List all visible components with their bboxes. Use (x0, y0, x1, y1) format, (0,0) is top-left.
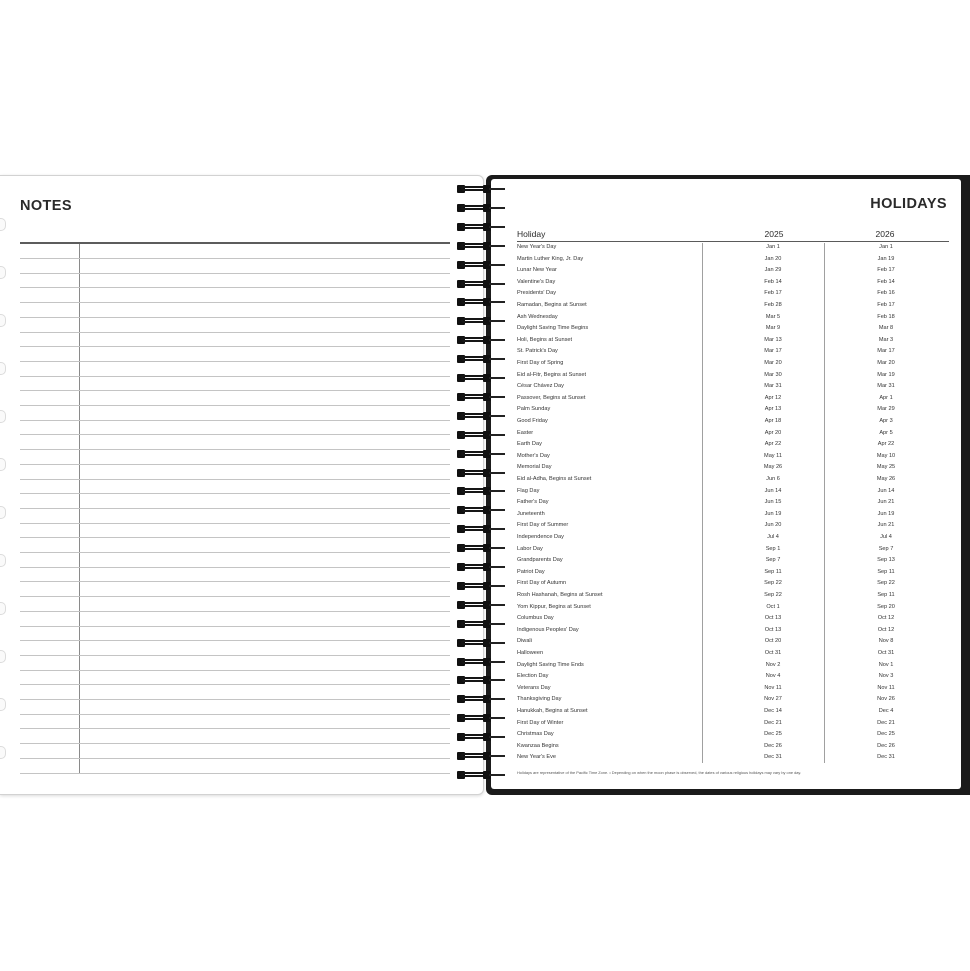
holiday-name: Veterans Day (517, 684, 551, 691)
date-2025: Dec 14 (764, 708, 782, 714)
note-line (20, 537, 450, 538)
footnote: Holidays are representative of the Pacific Time Zone. • Depending on when the moon phase is observed, the dates of various religious holidays may vary by one day. (517, 770, 802, 775)
table-row (517, 474, 949, 485)
date-2026: Mar 29 (877, 406, 895, 413)
date-2025: Mar 17 (764, 348, 782, 355)
holiday-name: Rosh Hashanah, Begins at Sunset (517, 592, 603, 598)
spiral-coil (455, 467, 511, 479)
date-2026: Mar 8 (878, 325, 894, 332)
holiday-name: Labor Day (517, 545, 543, 552)
table-row (517, 544, 949, 555)
note-line (20, 332, 450, 333)
page-edge-tabs (0, 176, 8, 796)
note-line (20, 581, 450, 582)
spiral-coil (455, 580, 511, 592)
spiral-coil (455, 542, 511, 554)
holiday-name: Daylight Saving Time Ends (517, 661, 584, 668)
table-row (517, 265, 949, 276)
spiral-coil (455, 504, 511, 516)
date-2025: Sep 22 (764, 592, 782, 598)
date-2026: Mar 31 (877, 383, 895, 390)
date-2025: Apr 12 (764, 394, 782, 401)
spiral-coil (455, 637, 511, 649)
date-2025: Nov 11 (764, 684, 782, 691)
spiral-coil (455, 448, 511, 460)
note-line (20, 596, 450, 597)
table-row (517, 288, 949, 299)
holiday-name: César Chávez Day (517, 383, 564, 390)
holiday-name: Eid al-Adha, Begins at Sunset (517, 476, 592, 482)
holiday-name: Martin Luther King, Jr. Day (517, 255, 584, 262)
date-2025: Sep 7 (765, 557, 781, 564)
holidays-table (517, 229, 949, 769)
table-row (517, 683, 949, 694)
holiday-name: Daylight Saving Time Begins (517, 325, 589, 332)
table-row (517, 636, 949, 647)
table-row (517, 706, 949, 717)
date-2026: Jun 14 (877, 487, 895, 494)
spiral-coil (455, 259, 511, 271)
table-row (517, 497, 949, 508)
note-line (20, 273, 450, 274)
column-header-2025: 2025 (764, 229, 784, 239)
date-2025: Oct 13 (764, 626, 782, 633)
note-line (20, 317, 450, 318)
spiral-binding (455, 183, 511, 788)
note-line (20, 390, 450, 391)
date-2025: Nov 27 (764, 696, 782, 703)
date-2025: Apr 18 (764, 418, 782, 424)
spiral-coil (455, 353, 511, 365)
note-line (20, 523, 450, 524)
date-2026: Dec 21 (877, 719, 895, 726)
date-2026: Dec 31 (877, 754, 895, 761)
notes-margin-line (79, 244, 80, 774)
table-row (517, 254, 949, 265)
spiral-coil (455, 183, 511, 195)
note-line (20, 640, 450, 641)
holiday-name: Juneteenth (517, 510, 545, 517)
table-row (517, 381, 949, 392)
holiday-name: Valentine's Day (517, 278, 556, 285)
holiday-name: Halloween (517, 650, 544, 656)
spiral-coil (455, 731, 511, 743)
holiday-name: Lunar New Year (517, 267, 557, 274)
date-2026: Oct 31 (877, 650, 895, 656)
holiday-name: Flag Day (517, 487, 540, 494)
table-row (517, 532, 949, 543)
table-row (517, 346, 949, 357)
date-2025: Sep 11 (764, 568, 782, 575)
note-line (20, 508, 450, 509)
date-2026: Nov 8 (878, 638, 894, 645)
spiral-coil (455, 202, 511, 214)
date-2025: May 11 (764, 452, 782, 459)
table-row (517, 625, 949, 636)
table-row (517, 335, 949, 346)
note-line (20, 728, 450, 729)
date-2026: Feb 18 (877, 313, 895, 320)
table-row (517, 242, 949, 253)
date-2026: Sep 13 (877, 557, 895, 564)
notes-page (0, 175, 484, 795)
date-2026: Nov 1 (878, 661, 894, 668)
table-row (517, 671, 949, 682)
spiral-coil (455, 674, 511, 686)
date-2025: Jul 4 (767, 534, 779, 540)
date-2025: Dec 21 (764, 719, 782, 726)
table-row (517, 752, 949, 763)
date-2025: Mar 13 (764, 336, 782, 343)
holidays-title: HOLIDAYS (870, 196, 947, 212)
date-2025: Mar 31 (764, 383, 782, 390)
table-row (517, 428, 949, 439)
page-edge-tab (0, 602, 6, 615)
date-2025: Oct 13 (764, 615, 782, 622)
holiday-name: Columbus Day (517, 615, 554, 622)
date-2026: Mar 3 (878, 336, 894, 343)
date-2025: Dec 26 (764, 742, 782, 749)
table-row (517, 451, 949, 462)
holiday-name: Hanukkah, Begins at Sunset (517, 708, 588, 714)
date-2025: Sep 22 (764, 580, 782, 587)
holiday-name: Indigenous Peoples' Day (517, 626, 579, 633)
date-2025: Jun 14 (764, 487, 782, 494)
holiday-name: Memorial Day (517, 464, 552, 471)
date-2026: Jun 21 (877, 522, 895, 529)
date-2026: Sep 11 (877, 568, 895, 575)
note-line (20, 258, 450, 259)
page-edge-tab (0, 266, 6, 279)
note-line (20, 405, 450, 406)
holiday-name: Eid al-Fitr, Begins at Sunset (517, 371, 587, 378)
holiday-name: New Year's Day (517, 244, 557, 250)
notes-lined-area (20, 242, 450, 776)
table-row (517, 416, 949, 427)
date-2026: Feb 16 (877, 290, 895, 297)
note-line (20, 699, 450, 700)
holiday-name: Grandparents Day (517, 557, 563, 564)
table-row (517, 590, 949, 601)
notes-title: NOTES (20, 198, 72, 214)
table-row (517, 486, 949, 497)
spiral-coil (455, 599, 511, 611)
page-edge-tab (0, 458, 6, 471)
note-line (20, 420, 450, 421)
date-2026: Apr 1 (879, 394, 893, 401)
holiday-name: First Day of Autumn (517, 580, 567, 587)
spiral-coil (455, 485, 511, 497)
table-row (517, 520, 949, 531)
holiday-name: First Day of Summer (517, 522, 569, 529)
spiral-coil (455, 618, 511, 630)
date-2026: Jun 21 (877, 499, 895, 506)
table-row (517, 393, 949, 404)
spiral-coil (455, 240, 511, 252)
date-2026: May 26 (876, 476, 896, 482)
holiday-name: New Year's Eve (517, 754, 557, 761)
table-row (517, 578, 949, 589)
date-2026: Dec 26 (877, 742, 895, 749)
note-line (20, 346, 450, 347)
table-row (517, 718, 949, 729)
holiday-name: Earth Day (517, 441, 542, 448)
spiral-coil (455, 391, 511, 403)
note-line (20, 449, 450, 450)
page-edge-tab (0, 218, 6, 231)
date-2026: Feb 17 (877, 267, 895, 274)
date-2025: May 26 (763, 464, 783, 471)
holiday-name: Independence Day (517, 534, 564, 540)
page-edge-tab (0, 506, 6, 519)
date-2025: Apr 13 (764, 406, 782, 413)
date-2025: Dec 25 (764, 731, 782, 738)
date-2025: Feb 14 (764, 278, 782, 285)
spiral-coil (455, 750, 511, 762)
date-2025: Apr 22 (764, 441, 782, 448)
date-2026: Feb 17 (877, 302, 895, 308)
date-2026: Jul 4 (880, 534, 892, 540)
holiday-name: Holi, Begins at Sunset (517, 336, 573, 343)
holiday-name: Yom Kippur, Begins at Sunset (517, 603, 591, 610)
spiral-coil (455, 334, 511, 346)
date-2025: Jun 6 (766, 476, 780, 482)
date-2026: Jun 19 (877, 510, 895, 517)
date-2026: Sep 11 (877, 592, 895, 598)
date-2026: Nov 26 (877, 696, 895, 703)
date-2025: Nov 2 (765, 661, 781, 668)
spiral-coil (455, 561, 511, 573)
date-2026: Nov 11 (877, 684, 895, 691)
table-row (517, 404, 949, 415)
table-row (517, 370, 949, 381)
note-line (20, 434, 450, 435)
note-line (20, 684, 450, 685)
date-2026: Mar 19 (877, 371, 895, 378)
page-edge-tab (0, 362, 6, 375)
note-line (20, 287, 450, 288)
table-row (517, 555, 949, 566)
holidays-page (491, 179, 961, 789)
date-2025: Jan 1 (766, 244, 780, 250)
holiday-name: Ramadan, Begins at Sunset (517, 302, 587, 308)
page-edge-tab (0, 410, 6, 423)
holiday-name: First Day of Winter (517, 719, 564, 726)
note-line (20, 376, 450, 377)
date-2025: Oct 31 (764, 650, 782, 656)
note-line (20, 361, 450, 362)
page-edge-tab (0, 314, 6, 327)
date-2026: May 10 (876, 452, 896, 459)
holiday-name: Patriot Day (517, 568, 545, 575)
table-row (517, 648, 949, 659)
date-2026: Mar 20 (877, 360, 895, 366)
date-2026: Sep 22 (877, 580, 895, 587)
note-line (20, 773, 450, 774)
holiday-name: First Day of Spring (517, 360, 564, 366)
table-row (517, 694, 949, 705)
date-2025: Mar 5 (765, 313, 781, 320)
date-2025: Nov 4 (765, 673, 781, 680)
note-line (20, 714, 450, 715)
date-2026: Jan 1 (879, 244, 893, 250)
page-edge-tab (0, 650, 6, 663)
note-line (20, 552, 450, 553)
holiday-name: Thanksgiving Day (517, 696, 562, 703)
spiral-coil (455, 656, 511, 668)
date-2026: Sep 7 (878, 545, 894, 552)
date-2026: Oct 12 (877, 615, 895, 622)
date-2026: Feb 14 (877, 278, 895, 285)
table-row (517, 358, 949, 369)
table-row (517, 660, 949, 671)
table-row (517, 300, 949, 311)
date-2025: Oct 20 (764, 638, 782, 645)
note-line (20, 743, 450, 744)
date-2026: May 25 (876, 464, 896, 471)
table-row (517, 323, 949, 334)
holiday-name: Diwali (517, 638, 532, 645)
date-2026: Jan 19 (877, 255, 895, 262)
table-row (517, 567, 949, 578)
holiday-name: Presidents' Day (517, 290, 556, 297)
date-2025: Dec 31 (764, 754, 782, 761)
spiral-coil (455, 372, 511, 384)
date-2025: Jun 15 (764, 499, 782, 506)
date-2025: Mar 20 (764, 360, 782, 366)
note-line (20, 493, 450, 494)
holiday-name: Easter (517, 429, 534, 436)
holiday-name: Mother's Day (517, 452, 550, 459)
date-2026: Apr 5 (879, 429, 893, 436)
date-2025: Mar 30 (764, 371, 782, 378)
table-row (517, 462, 949, 473)
note-line (20, 567, 450, 568)
date-2025: Feb 17 (764, 290, 782, 297)
note-line (20, 626, 450, 627)
date-2025: Apr 20 (764, 429, 782, 436)
date-2025: Oct 1 (766, 603, 780, 610)
date-2025: Jan 29 (764, 267, 782, 274)
date-2025: Feb 28 (764, 302, 782, 308)
date-2026: Sep 20 (877, 603, 895, 610)
date-2026: Nov 3 (878, 673, 894, 680)
spiral-coil (455, 315, 511, 327)
note-line (20, 611, 450, 612)
date-2026: Apr 22 (877, 441, 895, 448)
spiral-coil (455, 712, 511, 724)
spiral-coil (455, 296, 511, 308)
date-2025: Sep 1 (765, 545, 781, 552)
date-2026: Oct 12 (877, 626, 895, 633)
table-row (517, 312, 949, 323)
date-2026: Dec 25 (877, 731, 895, 738)
holiday-name: Father's Day (517, 499, 549, 506)
spiral-coil (455, 410, 511, 422)
note-line (20, 670, 450, 671)
date-2025: Jan 20 (764, 255, 782, 262)
date-2026: Dec 4 (878, 708, 894, 714)
date-2025: Mar 9 (765, 325, 781, 332)
spiral-coil (455, 429, 511, 441)
note-line (20, 655, 450, 656)
date-2026: Mar 17 (877, 348, 895, 355)
table-row (517, 277, 949, 288)
holiday-name: Good Friday (517, 418, 548, 424)
spiral-coil (455, 693, 511, 705)
notes-header-rule (20, 242, 450, 244)
date-2025: Jun 19 (764, 510, 782, 517)
spiral-coil (455, 523, 511, 535)
note-line (20, 464, 450, 465)
table-row (517, 729, 949, 740)
spiral-coil (455, 769, 511, 781)
note-line (20, 479, 450, 480)
spiral-coil (455, 278, 511, 290)
holiday-name: St. Patrick's Day (517, 348, 558, 355)
holiday-name: Passover, Begins at Sunset (517, 394, 586, 401)
column-header-2026: 2026 (875, 229, 895, 239)
holiday-name: Ash Wednesday (517, 313, 558, 320)
holiday-name: Christmas Day (517, 731, 554, 738)
spiral-coil (455, 221, 511, 233)
table-row (517, 602, 949, 613)
table-row (517, 741, 949, 752)
holiday-name: Palm Sunday (517, 406, 551, 413)
date-2025: Jun 20 (764, 522, 782, 529)
table-row (517, 509, 949, 520)
date-2026: Apr 3 (879, 418, 893, 424)
holiday-name: Election Day (517, 673, 549, 680)
holiday-name: Kwanzaa Begins (517, 742, 559, 749)
table-row (517, 439, 949, 450)
page-edge-tab (0, 698, 6, 711)
note-line (20, 302, 450, 303)
page-edge-tab (0, 554, 6, 567)
page-edge-tab (0, 746, 6, 759)
note-line (20, 758, 450, 759)
column-header-holiday: Holiday (517, 229, 546, 239)
table-row (517, 613, 949, 624)
